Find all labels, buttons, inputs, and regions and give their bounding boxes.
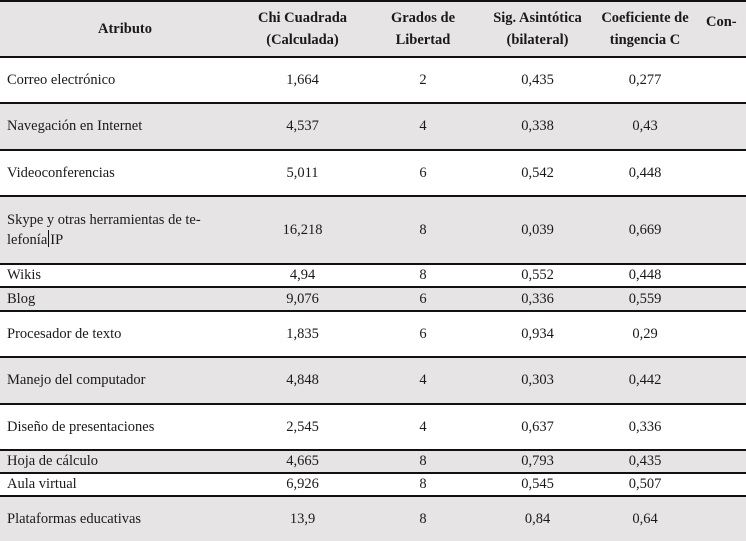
header-chi-line2: (Calculada) bbox=[266, 32, 339, 48]
header-contingency-coefficient bbox=[590, 2, 700, 56]
cell-degrees-of-freedom: 8 bbox=[419, 510, 427, 527]
table-row bbox=[0, 358, 746, 405]
cell-chi-square: 9,076 bbox=[286, 290, 319, 307]
table-row bbox=[0, 151, 746, 197]
cell-chi-square: 16,218 bbox=[282, 221, 323, 238]
cell-attribute: Wikis bbox=[7, 267, 42, 283]
cell-attribute: Videoconferencias bbox=[7, 164, 115, 181]
cell-significance: 0,552 bbox=[521, 267, 554, 283]
cell-significance: 0,542 bbox=[521, 164, 554, 181]
cell-degrees-of-freedom: 2 bbox=[419, 71, 427, 88]
cell-attribute: Diseño de presentaciones bbox=[7, 418, 155, 435]
header-attribute-label: Atributo bbox=[98, 21, 152, 37]
table-row bbox=[0, 265, 746, 288]
cell-contingency-coefficient: 0,507 bbox=[628, 476, 662, 492]
cell-significance: 0,435 bbox=[521, 71, 554, 88]
cell-contingency-coefficient: 0,336 bbox=[628, 418, 662, 435]
cell-significance: 0,303 bbox=[521, 372, 554, 388]
cell-degrees-of-freedom: 4 bbox=[419, 118, 427, 134]
table-row bbox=[0, 474, 746, 497]
cell-significance: 0,637 bbox=[521, 418, 554, 435]
header-overflow-text bbox=[706, 2, 746, 56]
cell-degrees-of-freedom: 8 bbox=[419, 453, 427, 469]
table-row bbox=[0, 58, 746, 104]
cell-significance: 0,338 bbox=[521, 118, 554, 134]
cell-attribute: Manejo del computador bbox=[7, 372, 146, 388]
header-coef-line2: tingencia C bbox=[609, 32, 681, 48]
cell-degrees-of-freedom: 8 bbox=[419, 267, 427, 283]
table-row bbox=[0, 497, 746, 541]
header-gl-line2: Libertad bbox=[395, 32, 451, 48]
table-header-row bbox=[0, 2, 746, 58]
cell-contingency-coefficient: 0,43 bbox=[632, 118, 658, 134]
cell-contingency-coefficient: 0,64 bbox=[632, 510, 658, 527]
cell-degrees-of-freedom: 4 bbox=[419, 418, 427, 435]
cell-significance: 0,793 bbox=[521, 453, 554, 469]
cell-contingency-coefficient: 0,29 bbox=[632, 325, 658, 342]
cell-attribute: Procesador de texto bbox=[7, 325, 122, 342]
cell-degrees-of-freedom: 6 bbox=[419, 164, 427, 181]
header-chi-square bbox=[250, 2, 355, 56]
cell-chi-square: 4,94 bbox=[289, 267, 316, 283]
cell-chi-square: 6,926 bbox=[286, 476, 319, 492]
cell-contingency-coefficient: 0,277 bbox=[628, 71, 662, 88]
cell-significance: 0,84 bbox=[524, 510, 551, 527]
header-degrees-of-freedom bbox=[385, 2, 461, 56]
header-sig-line2: (bilateral) bbox=[506, 32, 569, 48]
cell-degrees-of-freedom: 6 bbox=[419, 325, 427, 342]
cell-chi-square: 4,665 bbox=[286, 453, 319, 469]
cell-chi-square: 4,537 bbox=[286, 118, 319, 134]
cell-contingency-coefficient: 0,435 bbox=[628, 453, 662, 469]
cell-contingency-coefficient: 0,669 bbox=[628, 221, 662, 238]
cell-chi-square: 4,848 bbox=[286, 372, 319, 388]
cell-chi-square: 5,011 bbox=[286, 164, 319, 181]
cell-chi-square: 1,835 bbox=[286, 325, 319, 342]
table-row bbox=[0, 197, 746, 265]
cell-attribute: Aula virtual bbox=[7, 476, 77, 492]
cell-chi-square: 2,545 bbox=[286, 418, 319, 435]
cell-degrees-of-freedom: 6 bbox=[419, 290, 427, 307]
table-row bbox=[0, 288, 746, 312]
cell-contingency-coefficient: 0,448 bbox=[628, 164, 662, 181]
header-gl-line1: Grados de bbox=[390, 10, 456, 26]
cell-significance: 0,934 bbox=[521, 325, 554, 342]
cell-significance: 0,545 bbox=[521, 476, 554, 492]
cell-significance: 0,336 bbox=[521, 290, 554, 307]
cell-degrees-of-freedom: 8 bbox=[419, 476, 427, 492]
cell-attribute-line1: Skype y otras herramientas de te- bbox=[7, 211, 201, 228]
cell-contingency-coefficient: 0,442 bbox=[628, 372, 662, 388]
cell-attribute: Correo electrónico bbox=[7, 71, 116, 88]
table-row bbox=[0, 312, 746, 358]
cell-contingency-coefficient: 0,559 bbox=[628, 290, 662, 307]
cell-chi-square: 1,664 bbox=[286, 71, 319, 88]
header-asymptotic-significance bbox=[485, 2, 590, 56]
cell-attribute-line2b: IP bbox=[50, 231, 64, 248]
cell-attribute: Navegación en Internet bbox=[7, 118, 143, 134]
cell-attribute-line2a: lefonía bbox=[7, 231, 48, 248]
table-row bbox=[0, 104, 746, 151]
cell-degrees-of-freedom: 8 bbox=[419, 221, 427, 238]
header-sig-line1: Sig. Asintótica bbox=[493, 10, 582, 26]
cell-degrees-of-freedom: 4 bbox=[419, 372, 427, 388]
cell-attribute: Hoja de cálculo bbox=[7, 453, 98, 469]
header-attribute bbox=[0, 2, 250, 56]
cell-attribute: Plataformas educativas bbox=[7, 510, 142, 527]
table-row bbox=[0, 405, 746, 451]
header-coef-line1: Coeficiente de bbox=[601, 10, 689, 26]
header-overflow-label: Con- bbox=[706, 14, 737, 30]
header-chi-line1: Chi Cuadrada bbox=[257, 10, 348, 26]
cell-contingency-coefficient: 0,448 bbox=[628, 267, 662, 283]
cell-significance: 0,039 bbox=[521, 221, 554, 238]
cell-chi-square: 13,9 bbox=[289, 510, 316, 527]
cell-attribute bbox=[0, 197, 250, 263]
cell-attribute: Blog bbox=[7, 290, 36, 307]
table-row bbox=[0, 451, 746, 474]
